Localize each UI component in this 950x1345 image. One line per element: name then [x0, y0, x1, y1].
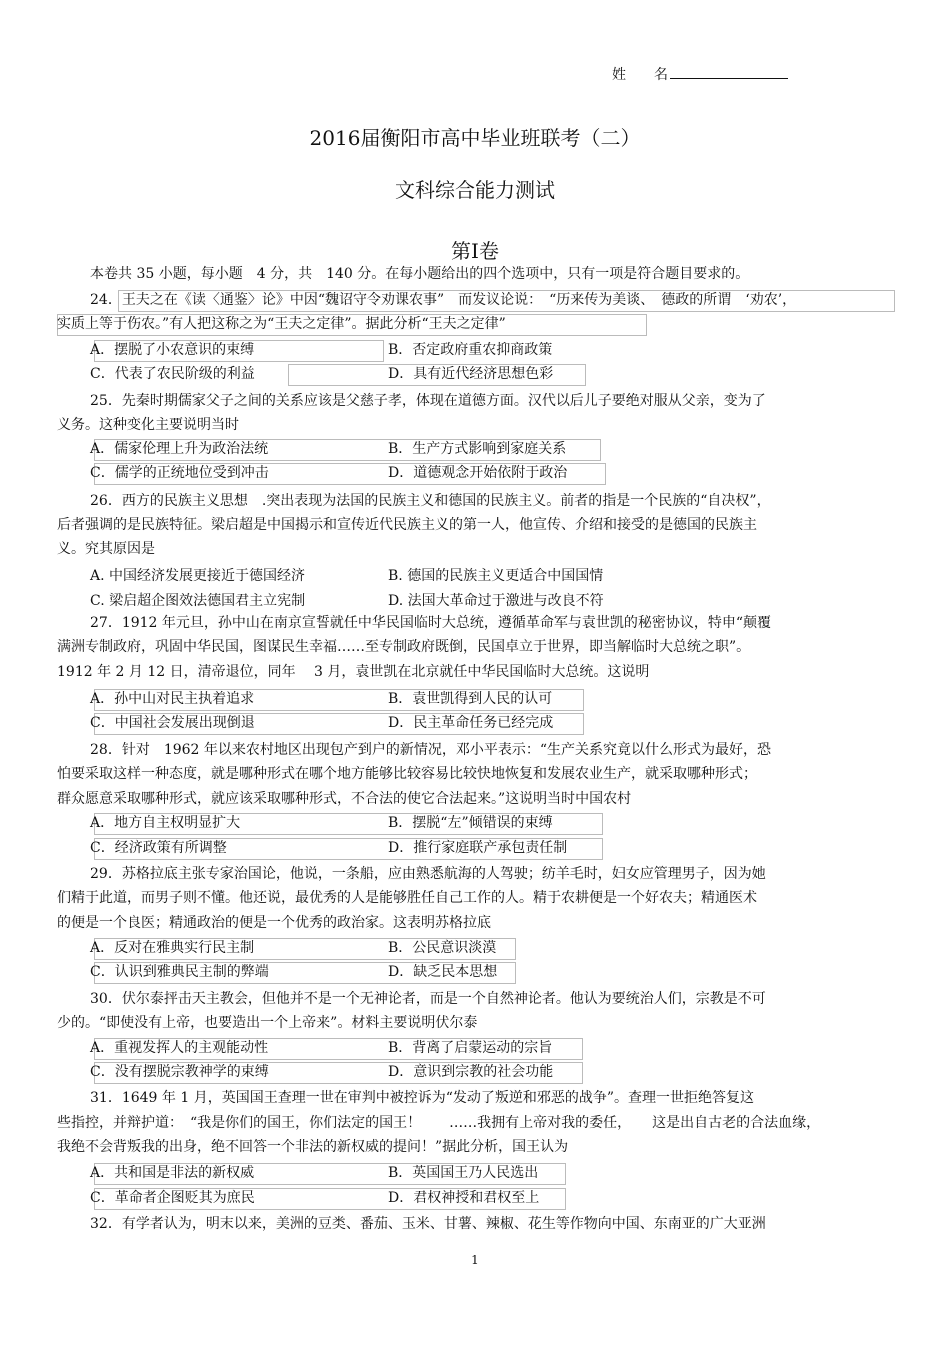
instructions: 本卷共 35 小题，每小题 4 分，共 140 分。在每小题给出的四个选项中，只有一项是符合题目要求的。	[90, 266, 750, 282]
question-26-option-b: B. 德国的民族主义更适合中国国情	[388, 568, 604, 584]
question-29-option-d: D．缺乏民本思想	[388, 964, 498, 980]
question-30-stem-1: 30．伏尔泰抨击天主教会，但他并不是一个无神论者，而是一个自然神论者。他认为要统治人们，宗教是不可	[90, 991, 766, 1007]
question-28-option-a: A．地方自主权明显扩大	[90, 815, 241, 831]
question-24-stem-2: 实质上等于伤农。”有人把这称之为“王夫之定律”。据此分析“王夫之定律”	[57, 316, 506, 332]
name-blank	[670, 64, 788, 79]
question-26-option-a: A. 中国经济发展更接近于德国经济	[90, 568, 306, 584]
question-27-option-c: C．中国社会发展出现倒退	[90, 715, 255, 731]
question-24-stem-1: 24．王夫之在《读〈通鉴〉论》中因“魏诏守令劝课农事” 而发议论说： “历来传为美谈、 德政的所谓 ‘劝农’，	[90, 292, 797, 308]
question-29-option-a: A．反对在雅典实行民主制	[90, 940, 255, 956]
question-28-option-c: C．经济政策有所调整	[90, 840, 227, 856]
question-24-option-b: B．否定政府重农抑商政策	[388, 342, 553, 358]
question-31-option-b: B．英国国王乃人民选出	[388, 1165, 539, 1181]
question-28-stem-1: 28．针对 1962 年以来农村地区出现包产到户的新情况，邓小平表示：“生产关系究竟以什么形式为最好，恐	[90, 742, 772, 758]
question-30-stem-2: 少的。“即使没有上帝，也要造出一个上帝来”。材料主要说明伏尔泰	[57, 1015, 478, 1031]
question-29-option-c: C．认识到雅典民主制的弊端	[90, 964, 269, 980]
question-29-stem-3: 的便是一个良医；精通政治的便是一个优秀的政治家。这表明苏格拉底	[57, 915, 491, 931]
question-29-option-b: B．公民意识淡漠	[388, 940, 497, 956]
question-27-stem-2: 满洲专制政府，巩固中华民国，图谋民生幸福……至专制政府既倒，民国卓立于世界，即当解临时大总统之职”。	[57, 639, 751, 655]
question-32-stem-1: 32．有学者认为，明末以来，美洲的豆类、番茄、玉米、甘薯、辣椒、花生等作物向中国、东南亚的广大亚洲	[90, 1216, 766, 1232]
question-30-option-a: A．重视发挥人的主观能动性	[90, 1040, 269, 1056]
name-label: 姓 名	[612, 67, 668, 83]
question-27-stem-1: 27．1912 年元旦，孙中山在南京宣誓就任中华民国临时大总统，遵循革命军与袁世凯的秘密协议，特申“颠覆	[90, 615, 772, 631]
question-25-option-d: D．道德观念开始依附于政治	[388, 465, 568, 481]
question-31-stem-1: 31．1649 年 1 月，英国国王查理一世在审判中被控诉为“发动了叛逆和邪恶的战争”。查理一世拒绝答复这	[90, 1090, 755, 1106]
question-31-option-d: D．君权神授和君权至上	[388, 1190, 540, 1206]
question-28-option-b: B．摆脱“左”倾错误的束缚	[388, 815, 553, 831]
question-29-stem-1: 29．苏格拉底主张专家治国论，他说，一条船，应由熟悉航海的人驾驶；纺羊毛时，妇女应管理男子，因为她	[90, 866, 766, 882]
exam-subtitle: 文科综合能力测试	[395, 178, 555, 202]
question-24-option-c: C．代表了农民阶级的利益	[90, 366, 255, 382]
question-31-stem-3: 我绝不会背叛我的出身，绝不回答一个非法的新权威的提问！”据此分析，国王认为	[57, 1139, 569, 1155]
question-28-option-d: D．推行家庭联产承包责任制	[388, 840, 568, 856]
page-number: 1	[471, 1253, 479, 1267]
question-26-option-d: D. 法国大革命过于激进与改良不符	[388, 593, 604, 609]
question-25-option-b: B．生产方式影响到家庭关系	[388, 441, 567, 457]
question-31-option-c: C．革命者企图贬其为庶民	[90, 1190, 255, 1206]
question-28-stem-2: 怕要采取这样一种态度，就是哪种形式在哪个地方能够比较容易比较快地恢复和发展农业生产，就采取哪种形式；	[57, 766, 757, 782]
question-25-option-c: C．儒学的正统地位受到冲击	[90, 465, 269, 481]
exam-title: 2016届衡阳市高中毕业班联考（二）	[309, 126, 641, 150]
question-26-stem-2: 后者强调的是民族特征。梁启超是中国揭示和宣传近代民族主义的第一人，他宣传、介绍和接受的是德国的民族主	[57, 517, 757, 533]
question-29-stem-2: 们精于此道，而男子则不懂。他还说，最优秀的人是能够胜任自己工作的人。精于农耕便是一个好农夫；精通医术	[57, 890, 757, 906]
question-27-option-b: B．袁世凯得到人民的认可	[388, 691, 553, 707]
question-26-option-c: C. 梁启超企图效法德国君主立宪制	[90, 593, 306, 609]
section-heading: 第Ⅰ卷	[451, 239, 499, 263]
question-24-option-d: D．具有近代经济思想色彩	[388, 366, 554, 382]
question-30-option-d: D．意识到宗教的社会功能	[388, 1064, 554, 1080]
name-field-label	[612, 64, 788, 84]
question-30-option-b: B．背离了启蒙运动的宗旨	[388, 1040, 553, 1056]
question-31-stem-2: 些指控，并辩护道： “我是你们的国王，你们法定的国王！ ……我拥有上帝对我的委任， 这是出自古老的合法血缘，	[57, 1115, 821, 1131]
question-27-option-a: A．孙中山对民主执着追求	[90, 691, 255, 707]
question-24-option-a: A．摆脱了小农意识的束缚	[90, 342, 255, 358]
question-28-stem-3: 群众愿意采取哪种形式，就应该采取哪种形式，不合法的使它合法起来。”这说明当时中国农村	[57, 791, 632, 807]
question-25-option-a: A．儒家伦理上升为政治法统	[90, 441, 269, 457]
question-26-stem-1: 26．西方的民族主义思想 .突出表现为法国的民族主义和德国的民族主义。前者的指是一个民族的“自决权”，	[90, 493, 771, 509]
question-25-stem-1: 25．先秦时期儒家父子之间的关系应该是父慈子孝，体现在道德方面。汉代以后儿子要绝对服从父亲，变为了	[90, 393, 766, 409]
question-27-stem-3: 1912 年 2 月 12 日，清帝退位，同年 3 月，袁世凯在北京就任中华民国临时大总统。这说明	[57, 664, 650, 680]
question-25-stem-2: 义务。这种变化主要说明当时	[57, 417, 239, 433]
question-30-option-c: C．没有摆脱宗教神学的束缚	[90, 1064, 269, 1080]
question-27-option-d: D．民主革命任务已经完成	[388, 715, 554, 731]
question-26-stem-3: 义。究其原因是	[57, 541, 155, 557]
question-31-option-a: A．共和国是非法的新权威	[90, 1165, 255, 1181]
